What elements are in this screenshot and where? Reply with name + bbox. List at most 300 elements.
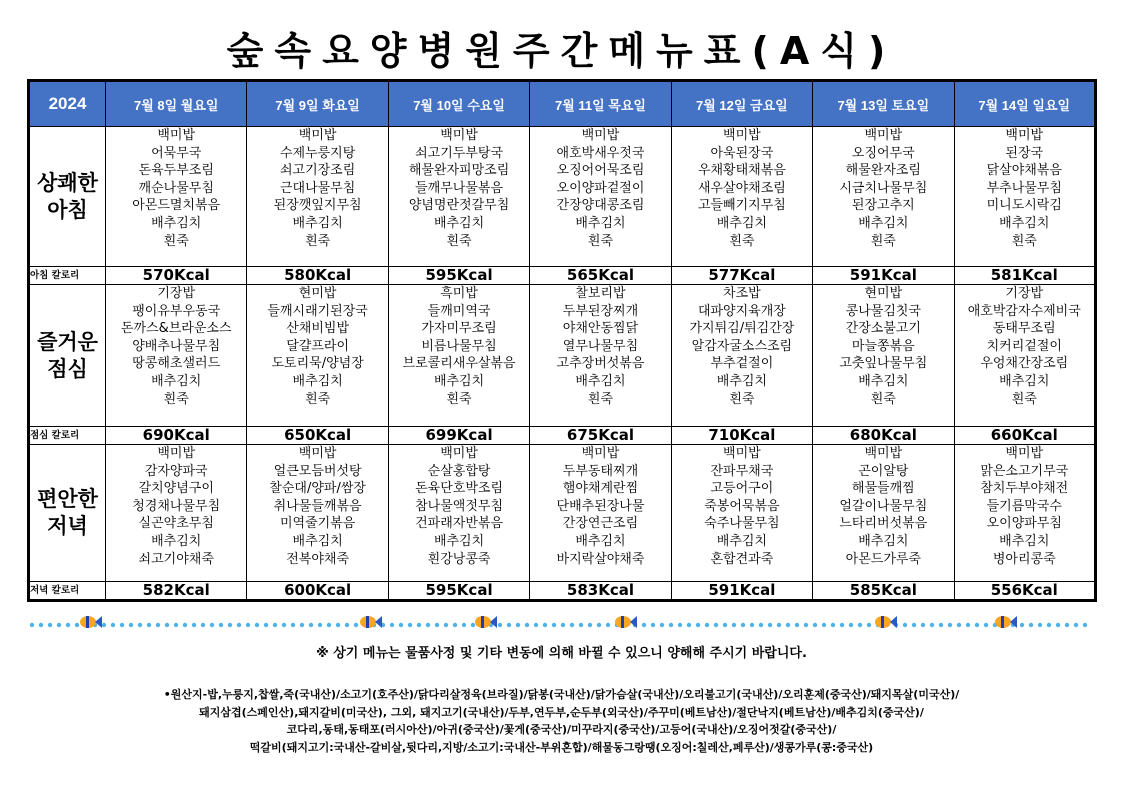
bubble — [741, 623, 745, 627]
dinner-menu-cell-sun — [954, 445, 1095, 582]
menu-item: 배추김치 — [999, 533, 1050, 549]
menu-item: 브로콜리새우살볶음 — [402, 356, 516, 372]
bubble — [1056, 623, 1060, 627]
bubble — [912, 623, 916, 627]
bubble — [192, 623, 196, 627]
bubble — [426, 623, 430, 627]
menu-item: 느타리버섯볶음 — [839, 516, 928, 532]
menu-item: 산채비빔밥 — [286, 321, 350, 337]
menu-item: 오징어무국 — [851, 145, 915, 161]
breakfast-menu-cell-mon — [106, 127, 247, 267]
bubble — [759, 623, 763, 627]
bubble — [246, 623, 250, 627]
day-header-fri: 7월 12일 금요일 — [671, 81, 812, 127]
bubble — [498, 623, 502, 627]
bubble — [1029, 623, 1033, 627]
bubble — [30, 623, 34, 627]
menu-item: 대파양지육개장 — [697, 303, 786, 319]
year-header: 2024 — [29, 81, 106, 127]
bubble — [642, 623, 646, 627]
bubble — [282, 623, 286, 627]
bubble — [264, 623, 268, 627]
dinner-calorie-label: 저녁 칼로리 — [29, 582, 106, 601]
menu-item: 흰죽 — [446, 233, 472, 249]
bubble — [228, 623, 232, 627]
lunch-calorie-thu: 675Kcal — [530, 427, 671, 445]
menu-item: 야채안동찜닭 — [562, 321, 639, 337]
bubble — [327, 623, 331, 627]
breakfast-label-line: 상쾌한 — [37, 170, 98, 195]
menu-item: 백미밥 — [440, 446, 478, 461]
menu-item: 우엉채간장조림 — [980, 356, 1069, 372]
dinner-calorie-tue: 600Kcal — [247, 582, 388, 601]
menu-item: 미역줄기볶음 — [279, 516, 356, 532]
notice-text: ※ 상기 메뉴는 물품사정 및 기타 변동에 의해 바뀔 수 있으니 양해해 주시기 바랍니다. — [316, 646, 807, 661]
bubble — [1047, 623, 1051, 627]
menu-item: 부추겉절이 — [710, 356, 774, 372]
menu-item: 들깨미역국 — [427, 303, 491, 319]
menu-item: 콩나물김칫국 — [845, 303, 921, 319]
menu-item: 열무나물무침 — [562, 338, 639, 354]
menu-item: 해물들깨찜 — [851, 481, 915, 497]
menu-item: 양배추나물무침 — [132, 338, 221, 354]
menu-item: 배추김치 — [433, 215, 485, 231]
bubble — [795, 623, 799, 627]
bubble — [669, 623, 673, 627]
menu-item: 흰죽 — [729, 233, 755, 249]
menu-item: 닭살야채볶음 — [986, 163, 1062, 179]
menu-item: 배추김치 — [575, 215, 626, 231]
menu-item: 잔파무채국 — [710, 463, 774, 479]
bubble — [597, 623, 601, 627]
bubble — [318, 623, 322, 627]
menu-item: 죽봉어묵볶음 — [704, 498, 780, 514]
bubble — [102, 623, 106, 627]
menu-item: 시금치나물무침 — [839, 180, 928, 196]
origin-line: 돼지삼겹(스페인산),돼지갈비(미국산), 그외, 돼지고기(국내산)/두부,연두부,순두부(외국산)/주꾸미(베트남산)/절단낙지(베트남산)/배추김치(중국산)/ — [199, 705, 924, 719]
bubble — [39, 623, 43, 627]
menu-item: 두부동태찌개 — [562, 463, 639, 479]
bubble — [822, 623, 826, 627]
dinner-menu-cell-wed — [388, 445, 529, 582]
breakfast-menu-cell-wed — [388, 127, 529, 267]
menu-item: 참치두부야채전 — [980, 481, 1069, 497]
menu-item: 흰죽 — [446, 391, 472, 407]
bubble — [948, 623, 952, 627]
menu-item: 배추김치 — [151, 215, 202, 231]
bubble — [120, 623, 124, 627]
bubble — [660, 623, 664, 627]
fish-icon — [875, 616, 897, 628]
menu-item: 배추김치 — [575, 533, 626, 549]
breakfast-calorie-mon: 570Kcal — [106, 267, 247, 285]
breakfast-menu-cell-sat — [813, 127, 954, 267]
menu-item: 배추김치 — [433, 373, 485, 389]
lunch-calorie-tue: 650Kcal — [247, 427, 388, 445]
bubble — [813, 623, 817, 627]
bubble — [183, 623, 187, 627]
bubble — [534, 623, 538, 627]
bubble — [48, 623, 52, 627]
menu-item: 취나물들깨볶음 — [273, 498, 362, 514]
bubble — [453, 623, 457, 627]
menu-item: 흰죽 — [163, 391, 189, 407]
lunch-menu-cell-tue — [247, 285, 388, 427]
bubble — [129, 623, 133, 627]
bubble — [867, 623, 871, 627]
menu-item: 동태무조림 — [992, 321, 1056, 337]
bubble — [291, 623, 295, 627]
menu-item: 고등어구이 — [710, 481, 774, 497]
bubble — [525, 623, 529, 627]
bubble — [723, 623, 727, 627]
menu-item: 미니도시락김 — [986, 198, 1062, 214]
menu-item: 오징어어묵조림 — [556, 163, 645, 179]
menu-item: 흰죽 — [729, 391, 755, 407]
menu-item: 백미밥 — [723, 128, 761, 143]
bubble — [309, 623, 313, 627]
bubble — [543, 623, 547, 627]
bubble — [273, 623, 277, 627]
menu-item: 얼큰모듬버섯탕 — [273, 463, 362, 479]
menu-item: 쇠고기두부탕국 — [415, 145, 503, 161]
lunch-menu-cell-sat — [813, 285, 954, 427]
menu-item: 흑미밥 — [440, 286, 478, 301]
menu-item: 흰죽 — [870, 391, 896, 407]
fish-icon — [360, 616, 382, 628]
menu-item: 흰죽 — [587, 391, 614, 407]
menu-item: 간장소불고기 — [845, 321, 921, 337]
bubble — [66, 623, 70, 627]
menu-item: 달걀프라이 — [286, 338, 350, 354]
dinner-menu-cell-thu — [530, 445, 671, 582]
menu-item: 아몬드멸치볶음 — [132, 198, 221, 214]
lunch-calorie-sun: 660Kcal — [954, 427, 1095, 445]
menu-item: 배추김치 — [292, 215, 343, 231]
menu-item: 감자양파국 — [144, 463, 208, 479]
menu-item: 배추김치 — [716, 533, 768, 549]
menu-item: 건파래자반볶음 — [415, 516, 503, 532]
bubble — [831, 623, 835, 627]
breakfast-calorie-wed: 595Kcal — [388, 267, 529, 285]
menu-item: 바지락살야채죽 — [556, 551, 645, 567]
bubble — [696, 623, 700, 627]
lunch-calorie-label: 점심 칼로리 — [29, 427, 106, 445]
breakfast-menu-cell-thu — [530, 127, 671, 267]
menu-item: 백미밥 — [157, 446, 196, 461]
menu-item: 백미밥 — [581, 446, 620, 461]
dinner-menu-cell-mon — [106, 445, 247, 582]
bubble — [561, 623, 565, 627]
bubble — [966, 623, 970, 627]
bubble — [408, 623, 412, 627]
menu-item: 백미밥 — [723, 446, 761, 461]
breakfast-calorie-sun: 581Kcal — [954, 267, 1095, 285]
bubble — [1038, 623, 1042, 627]
menu-item: 고춧잎나물무침 — [839, 356, 928, 372]
menu-item: 배추김치 — [716, 215, 768, 231]
dinner-menu-cell-fri — [671, 445, 812, 582]
fish-icon — [475, 616, 497, 628]
lunch-calorie-sat: 680Kcal — [813, 427, 954, 445]
origin-line: •원산지-밥,누룽지,찹쌀,죽(국내산)/소고기(호주산)/닭다리살정육(브라질)/닭봉(국내산)/닭가슴살(국내산)/오리불고기(국내산)/오리훈제(중국산)/돼지목살(미국산)/ — [163, 688, 960, 701]
menu-item: 고들빼기지무침 — [697, 198, 786, 214]
bubble — [1074, 623, 1078, 627]
menu-item: 백미밥 — [864, 128, 903, 143]
menu-item: 청경채나물무침 — [132, 498, 221, 514]
bubble — [390, 623, 394, 627]
bubble — [399, 623, 403, 627]
menu-item: 기장밥 — [157, 286, 196, 301]
menu-item: 양념명란젓갈무침 — [408, 198, 510, 214]
menu-item: 고추장버섯볶음 — [556, 356, 645, 372]
breakfast-menu-cell-fri — [671, 127, 812, 267]
menu-item: 도토리묵/양념장 — [271, 356, 364, 372]
day-header-tue: 7월 9일 화요일 — [247, 81, 388, 127]
bubble — [1065, 623, 1069, 627]
menu-item: 백미밥 — [1005, 128, 1044, 143]
header-row — [29, 81, 1096, 127]
bubble — [507, 623, 511, 627]
bubble — [939, 623, 943, 627]
menu-item: 간장연근조림 — [562, 516, 639, 532]
dinner-calorie-fri: 591Kcal — [671, 582, 812, 601]
dinner-calorie-row — [29, 582, 1096, 601]
bubble — [957, 623, 961, 627]
breakfast-calorie-sat: 591Kcal — [813, 267, 954, 285]
lunch-menu-cell-sun — [954, 285, 1095, 427]
menu-item: 배추김치 — [858, 215, 909, 231]
breakfast-menu-row — [29, 127, 1096, 267]
menu-item: 배추김치 — [716, 373, 768, 389]
menu-item: 배추김치 — [999, 373, 1050, 389]
lunch-calorie-wed: 699Kcal — [388, 427, 529, 445]
menu-item: 근대나물무침 — [279, 180, 356, 196]
dinner-label-line: 편안한 — [37, 487, 98, 511]
menu-item: 순살홍합탕 — [427, 463, 491, 479]
menu-item: 배추김치 — [292, 373, 343, 389]
bubble — [1083, 623, 1087, 627]
menu-item: 된장고추지 — [851, 198, 915, 214]
menu-item: 된장국 — [1005, 145, 1044, 161]
bubble — [552, 623, 556, 627]
bubble — [174, 623, 178, 627]
menu-item: 병아리콩죽 — [992, 551, 1056, 567]
bubble — [732, 623, 736, 627]
menu-item: 흰죽 — [305, 233, 331, 249]
bubble — [930, 623, 934, 627]
lunch-calorie-fri: 710Kcal — [671, 427, 812, 445]
bubble — [750, 623, 754, 627]
bubble — [201, 623, 205, 627]
menu-item: 배추김치 — [151, 533, 202, 549]
bubble — [336, 623, 340, 627]
menu-item: 새우살야채조림 — [697, 180, 786, 196]
bubble — [804, 623, 808, 627]
menu-item: 오이양파겉절이 — [556, 180, 645, 196]
menu-item: 해물완자조림 — [845, 163, 921, 179]
bubble — [138, 623, 142, 627]
dinner-calorie-mon: 582Kcal — [106, 582, 247, 601]
menu-item: 마늘쫑볶음 — [851, 338, 915, 354]
menu-item: 백미밥 — [864, 446, 903, 461]
lunch-label — [29, 285, 106, 427]
bubble — [579, 623, 583, 627]
day-header-thu: 7월 11일 목요일 — [530, 81, 671, 127]
menu-item: 흰죽 — [870, 233, 896, 249]
menu-item: 팽이유부우동국 — [132, 303, 221, 319]
bubble — [516, 623, 520, 627]
menu-item: 기장밥 — [1005, 286, 1044, 301]
bubble — [768, 623, 772, 627]
menu-item: 배추김치 — [151, 373, 202, 389]
bubble — [354, 623, 358, 627]
lunch-calorie-row — [29, 427, 1096, 445]
menu-item: 해물완자피망조림 — [408, 163, 510, 179]
menu-item: 어묵무국 — [151, 145, 202, 161]
bubble — [777, 623, 781, 627]
menu-item: 아욱된장국 — [710, 145, 774, 161]
breakfast-calorie-tue: 580Kcal — [247, 267, 388, 285]
dinner-calorie-thu: 583Kcal — [530, 582, 671, 601]
bubble — [714, 623, 718, 627]
menu-item: 수제누룽지탕 — [279, 145, 356, 161]
menu-item: 얼갈이나물무침 — [839, 498, 928, 514]
menu-item: 배추김치 — [858, 533, 909, 549]
menu-item: 쇠고기장조림 — [279, 163, 356, 179]
breakfast-calorie-thu: 565Kcal — [530, 267, 671, 285]
bubble — [57, 623, 61, 627]
menu-item: 애호박새우젓국 — [556, 145, 645, 161]
origin-line: 떡갈비(돼지고기:국내산-갈비살,뒷다리,지방/소고기:국내산-부위혼합)/해물동그랑땡(오징어:칠레산,페루산)/생콩가루(콩:중국산) — [249, 740, 874, 754]
menu-item: 배추김치 — [858, 373, 909, 389]
menu-item: 단배추된장나물 — [556, 498, 645, 514]
bubble — [210, 623, 214, 627]
lunch-label-line: 점심 — [47, 356, 88, 381]
day-header-sat: 7월 13일 토요일 — [813, 81, 954, 127]
lunch-label-line: 즐거운 — [37, 329, 98, 354]
breakfast-calorie-row — [29, 267, 1096, 285]
breakfast-calorie-label: 아침 칼로리 — [29, 267, 106, 285]
menu-item: 찰보리밥 — [575, 286, 626, 301]
menu-item: 갈치양념구이 — [138, 481, 214, 497]
bubble — [75, 623, 79, 627]
menu-item: 아몬드가루죽 — [845, 551, 921, 567]
menu-item: 배추김치 — [292, 533, 343, 549]
menu-item: 치커리겉절이 — [986, 338, 1062, 354]
bubble — [219, 623, 223, 627]
fish-icon — [80, 616, 102, 628]
menu-item: 배추김치 — [433, 533, 485, 549]
breakfast-menu-cell-sun — [954, 127, 1095, 267]
menu-item: 두부된장찌개 — [562, 303, 639, 319]
bubble — [165, 623, 169, 627]
menu-item: 백미밥 — [1005, 446, 1044, 461]
menu-item: 참나물액젓무침 — [415, 498, 503, 514]
menu-item: 숙주나물무침 — [704, 516, 780, 532]
bubble — [345, 623, 349, 627]
menu-item: 백미밥 — [581, 128, 620, 143]
menu-item: 깨순나물무침 — [138, 180, 214, 196]
menu-item: 현미밥 — [298, 286, 337, 301]
menu-item: 현미밥 — [864, 286, 903, 301]
bubble — [678, 623, 682, 627]
fish-bubble-decoration — [28, 612, 1098, 632]
breakfast-menu-cell-tue — [247, 127, 388, 267]
bubble — [111, 623, 115, 627]
bubble — [840, 623, 844, 627]
breakfast-label — [29, 127, 106, 267]
dinner-menu-row — [29, 445, 1096, 582]
menu-item: 돈육단호박조림 — [415, 481, 503, 497]
menu-item: 찰순대/양파/쌈장 — [269, 481, 366, 497]
menu-item: 햄야채계란찜 — [562, 481, 639, 497]
weekly-menu-table — [27, 79, 1097, 602]
menu-item: 비름나물무침 — [421, 338, 497, 354]
menu-item: 백미밥 — [157, 128, 196, 143]
menu-item: 오이양파무침 — [986, 516, 1062, 532]
lunch-menu-cell-fri — [671, 285, 812, 427]
bubble — [462, 623, 466, 627]
dinner-menu-cell-tue — [247, 445, 388, 582]
bubble — [651, 623, 655, 627]
menu-item: 간장양대콩조림 — [556, 198, 645, 214]
bubble — [300, 623, 304, 627]
bubble — [147, 623, 151, 627]
menu-item: 차조밥 — [723, 286, 761, 301]
dinner-label — [29, 445, 106, 582]
menu-item: 흰죽 — [163, 233, 189, 249]
bubble — [921, 623, 925, 627]
lunch-menu-cell-mon — [106, 285, 247, 427]
menu-item: 우채황태채볶음 — [697, 163, 786, 179]
day-header-mon: 7월 8일 월요일 — [106, 81, 247, 127]
menu-item: 전복야채죽 — [286, 551, 350, 567]
lunch-menu-row — [29, 285, 1096, 427]
bubble — [786, 623, 790, 627]
menu-item: 부추나물무침 — [986, 180, 1062, 196]
bubble — [975, 623, 979, 627]
menu-item: 들기름막국수 — [986, 498, 1062, 514]
menu-item: 배추김치 — [999, 215, 1050, 231]
bubble — [444, 623, 448, 627]
bubble — [435, 623, 439, 627]
bubble — [849, 623, 853, 627]
menu-item: 들깨무나물볶음 — [415, 180, 503, 196]
menu-item: 백미밥 — [440, 128, 478, 143]
menu-item: 가지튀김/튀김간장 — [689, 321, 795, 337]
dinner-calorie-wed: 595Kcal — [388, 582, 529, 601]
menu-item: 배추김치 — [575, 373, 626, 389]
menu-item: 들깨시래기된장국 — [267, 303, 368, 319]
origin-line: 코다리,동태,동태포(러시아산)/아귀(중국산)/꽃게(중국산)/미꾸라지(중국산)/고등어(국내산)/오징어젓갈(중국산)/ — [286, 723, 837, 736]
bubble — [1020, 623, 1024, 627]
menu-item: 애호박감자수제비국 — [967, 303, 1081, 319]
breakfast-calorie-fri: 577Kcal — [671, 267, 812, 285]
menu-item: 돈까스&브라운소스 — [120, 321, 232, 337]
lunch-menu-cell-wed — [388, 285, 529, 427]
bubble — [237, 623, 241, 627]
menu-item: 흰죽 — [1011, 233, 1037, 249]
menu-item: 곤이알탕 — [858, 463, 909, 479]
bubble — [606, 623, 610, 627]
lunch-menu-cell-thu — [530, 285, 671, 427]
dinner-calorie-sun: 556Kcal — [954, 582, 1095, 601]
bubble — [417, 623, 421, 627]
dinner-label-line: 저녁 — [47, 514, 88, 538]
menu-item: 흰죽 — [1011, 391, 1037, 407]
bubble — [471, 623, 475, 627]
